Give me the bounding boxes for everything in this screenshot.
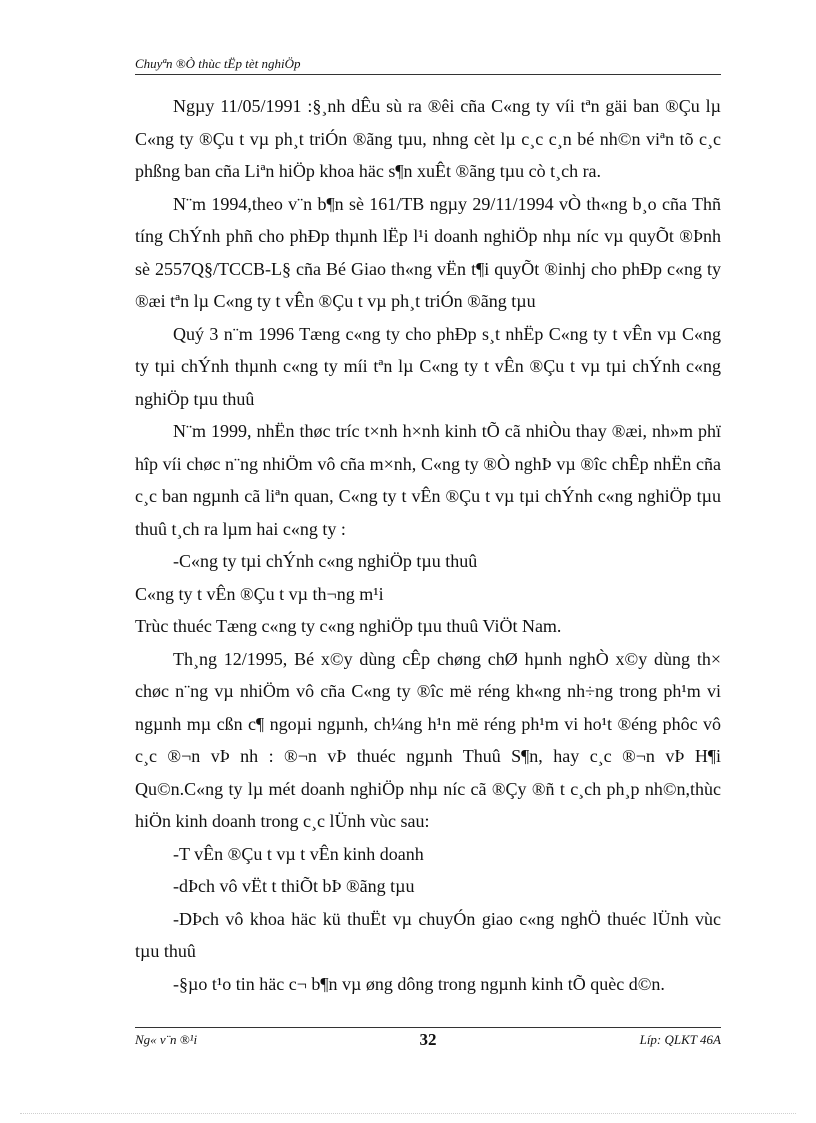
footer-divider [135, 1027, 721, 1028]
paragraph: -dÞch vô vËt t thiÕt bÞ ®ãng tµu [173, 876, 415, 896]
footer-class: Líp: QLKT 46A [639, 1032, 721, 1047]
paragraph: -C«ng ty tµi chÝnh c«ng nghiÖp tµu thuû [173, 551, 478, 571]
paragraph: N¨m 1999, nhËn thøc tríc t×nh h×nh kinh tÕ cã nhiÒu thay ®æi, nh»m phï hîp víi chøc n¨ng nhiÖm vô cña m×nh, C«ng ty ®Ò nghÞ vµ ®îc chÊp nhËn cña c¸c ban ngµnh cã liªn quan, C«ng ty t vÊn ®Çu t vµ tµi chÝnh c«ng nghiÖp tµu thuû t¸ch ra lµm hai c«ng ty : [135, 421, 721, 539]
document-body [135, 90, 721, 1000]
header-divider [135, 74, 721, 75]
paragraph: Quý 3 n¨m 1996 Tæng c«ng ty cho phÐp s¸t nhËp C«ng ty t vÊn vµ C«ng ty tµi chÝnh thµnh c«ng ty míi tªn lµ C«ng ty t vÊn ®Çu t vµ tµi chÝnh c«ng nghiÖp tµu thuû [135, 323, 721, 409]
footer-author: Ng« v¨n ®¹i [135, 1032, 198, 1047]
paragraph: -§µo t¹o tin häc c¬ b¶n vµ øng dông trong ngµnh kinh tÕ quèc d©n. [173, 973, 665, 994]
paragraph: -DÞch vô khoa häc kü thuËt vµ chuyÓn giao c«ng nghÖ thuéc lÜnh vùc tµu thuû [135, 908, 721, 961]
paragraph: N¨m 1994,theo v¨n b¶n sè 161/TB ngµy 29/11/1994 vÒ th«ng b¸o cña Thñ tíng ChÝnh phñ cho phÐp thµnh lËp l¹i doanh nghiÖp nhµ níc vµ quyÕt ®Þnh sè 2557Q§/TCCB-L§ cña Bé Giao th«ng vËn t¶i quyÕt ®inhj cho phÐp c«ng ty ®æi tªn lµ C«ng ty t vÊn ®Çu t vµ ph¸t triÓn ®ãng tµu [135, 193, 721, 311]
page-header-title: Chuyªn ®Ò thùc tËp tèt nghiÖp [135, 56, 301, 71]
paragraph: -T vÊn ®Çu t vµ t vÊn kinh doanh [173, 843, 424, 864]
paragraph: Th¸ng 12/1995, Bé x©y dùng cÊp chøng chØ hµnh nghÒ x©y dùng th× chøc n¨ng vµ nhiÖm vô cña C«ng ty ®îc më réng kh«ng nh÷ng trong ph¹m vi ngµnh mµ cßn c¶ ngoµi ngµnh, ch¼ng h¹n më réng ph¹m vi ho¹t ®éng phôc vô c¸c ®¬n vÞ nh : ®¬n vÞ thuéc ngµnh Thuû S¶n, hay c¸c ®¬n vÞ H¶i Qu©n.C«ng ty lµ mét doanh nghiÖp nhµ níc cã ®Çy ®ñ t c¸ch ph¸p nh©n,thùc hiÖn kinh doanh trong c¸c lÜnh vùc sau: [135, 648, 721, 831]
page-edge [20, 1113, 796, 1114]
page-number: 32 [419, 1030, 437, 1049]
paragraph: C«ng ty t vÊn ®Çu t vµ th¬ng m¹i [135, 583, 384, 604]
paragraph: Ngµy 11/05/1991 :§¸nh dÊu sù ra ®êi cña C«ng ty víi tªn gäi ban ®Çu lµ C«ng ty ®Çu t vµ ph¸t triÓn ®ãng tµu, nhng cèt lµ c¸c c¸n bé nh©n viªn tõ c¸c phßng ban cña Liªn hiÖp khoa häc s¶n xuÊt ®ãng tµu cò t¸ch ra. [135, 96, 721, 181]
paragraph: Trùc thuéc Tæng c«ng ty c«ng nghiÖp tµu thuû ViÖt Nam. [135, 616, 562, 636]
